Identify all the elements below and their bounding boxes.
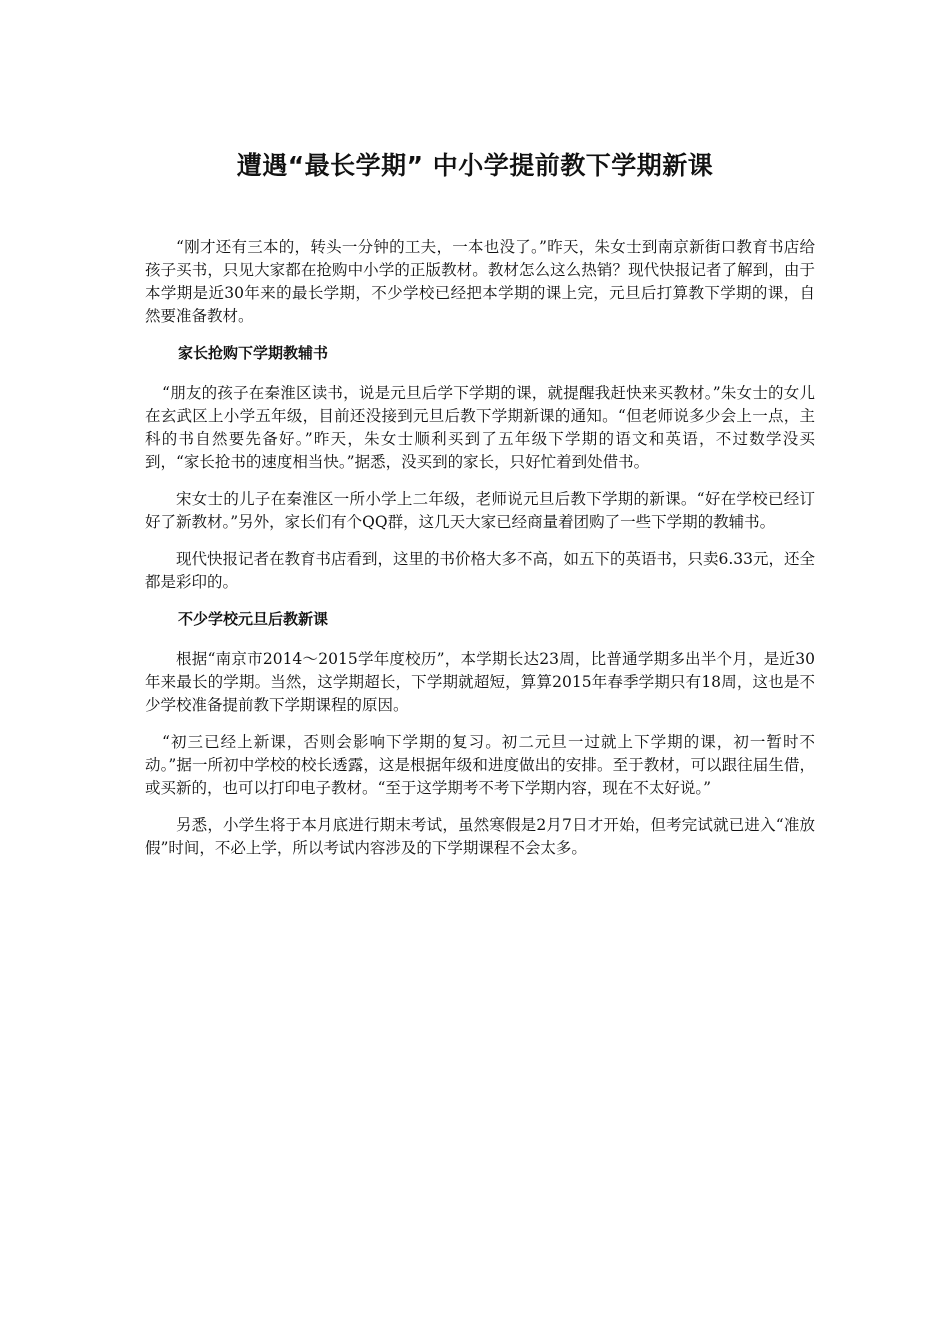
article-body [145, 236, 815, 874]
body-paragraph: 另悉，小学生将于本月底进行期末考试，虽然寒假是2月7日才开始，但考完试就已进入“准放假”时间，不必上学，所以考试内容涉及的下学期课程不会太多。 [145, 816, 815, 857]
body-paragraph: 根据“南京市2014～2015学年度校历”，本学期长达23周，比普通学期多出半个月，是近30年来最长的学期。当然，这学期超长，下学期就超短，算算2015年春季学期只有18周，这也是不少学校准备提前教下学期课程的原因。 [145, 650, 815, 714]
intro-paragraph: “刚才还有三本的，转头一分钟的工夫，一本也没了。”昨天，朱女士到南京新街口教育书店给孩子买书，只见大家都在抢购中小学的正版教材。教材怎么这么热销？现代快报记者了解到，由于本学期是近30年来的最长学期，不少学校已经把本学期的课上完，元旦后打算教下学期的课，自然要准备教材。 [145, 238, 815, 325]
body-paragraph: 宋女士的儿子在秦淮区一所小学上二年级，老师说元旦后教下学期的新课。“好在学校已经订好了新教材。”另外，家长们有个QQ群，这几天大家已经商量着团购了一些下学期的教辅书。 [145, 490, 815, 531]
section-heading-schools: 不少学校元旦后教新课 [178, 610, 329, 628]
body-paragraph: 现代快报记者在教育书店看到，这里的书价格大多不高，如五下的英语书，只卖6.33元，还全都是彩印的。 [145, 550, 816, 591]
article-title: 遭遇“最长学期” 中小学提前教下学期新课 [236, 150, 714, 180]
body-paragraph: “朋友的孩子在秦淮区读书，说是元旦后学下学期的课，就提醒我赶快来买教材。”朱女士的女儿在玄武区上小学五年级，目前还没接到元旦后教下学期新课的通知。“但老师说多少会上一点，主科的书自然要先备好。”昨天，朱女士顺利买到了五年级下学期的语文和英语，不过数学没买到，“家长抢书的速度相当快。”据悉，没买到的家长，只好忙着到处借书。 [145, 384, 815, 471]
section-heading-parents: 家长抢购下学期教辅书 [178, 344, 329, 362]
body-paragraph: “初三已经上新课，否则会影响下学期的复习。初二元旦一过就上下学期的课，初一暂时不动。”据一所初中学校的校长透露，这是根据年级和进度做出的安排。至于教材，可以跟往届生借，或买新的，也可以打印电子教材。“至于这学期考不考下学期内容，现在不太好说。” [145, 733, 815, 797]
